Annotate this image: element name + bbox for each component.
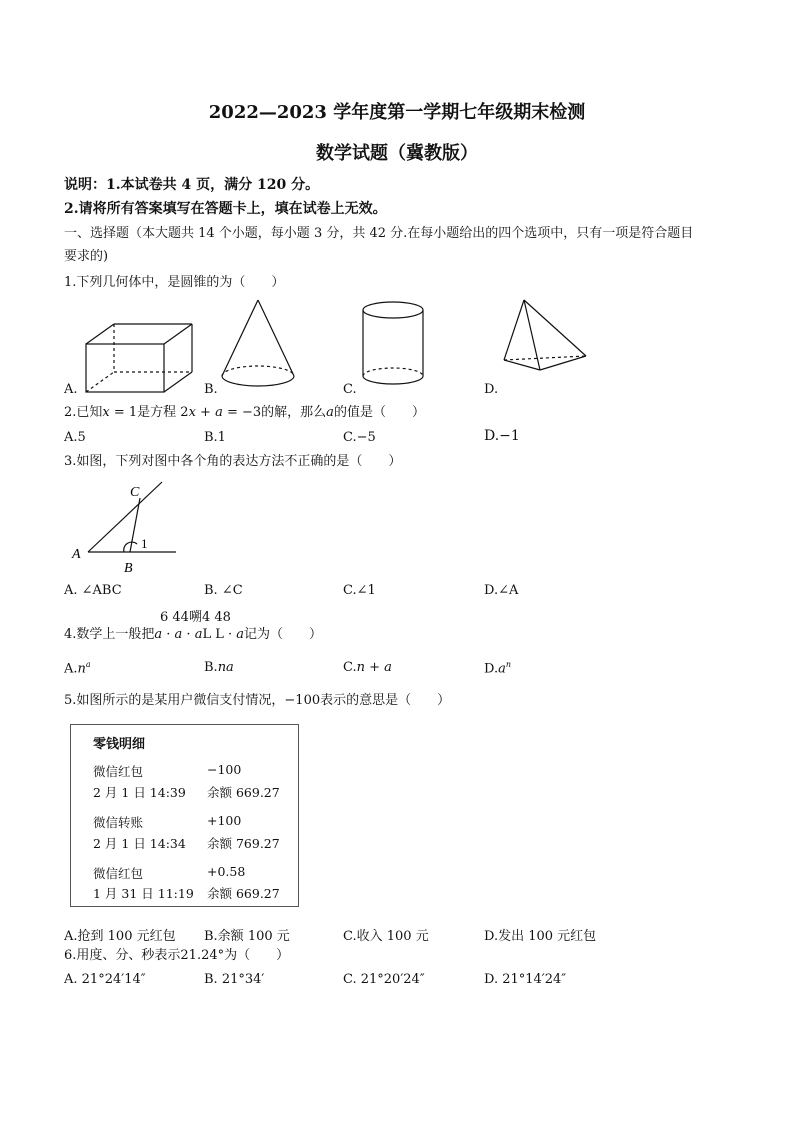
q6-option-a[interactable]: A. 21°24′14″ <box>64 972 146 987</box>
q4-overlay-text: 6 44嗍4 48 <box>160 610 231 625</box>
wallet-entry-1-amount: −100 <box>207 762 242 777</box>
wallet-entry-3-date: 1 月 31 日 11:19 <box>93 886 194 901</box>
q2-option-c[interactable]: C.−5 <box>343 430 376 445</box>
q5-stem: 5.如图所示的是某用户微信支付情况，−100表示的意思是（ ） <box>64 693 451 708</box>
q4-option-c[interactable]: C.n + a <box>343 660 392 675</box>
exam-subtitle: 数学试题（冀教版） <box>316 143 478 164</box>
wallet-entry-2-amount: +100 <box>207 813 242 828</box>
angle-figure <box>66 478 190 578</box>
wallet-entry-1-date: 2 月 1 日 14:39 <box>93 785 186 800</box>
q6-option-d[interactable]: D. 21°14′24″ <box>484 972 567 987</box>
wallet-entry-2-balance: 余额 769.27 <box>207 836 280 851</box>
q4-option-b[interactable]: B.na <box>204 660 234 675</box>
cylinder-figure <box>360 300 426 392</box>
wallet-entry-1-name: 微信红包 <box>93 764 144 779</box>
q2-option-d[interactable]: D.−1 <box>484 428 520 444</box>
wallet-detail-figure <box>70 724 299 907</box>
q5-option-a[interactable]: A.抢到 100 元红包 <box>64 929 176 944</box>
wallet-entry-2-date: 2 月 1 日 14:34 <box>93 836 186 851</box>
exam-title: 2022—2023 学年度第一学期七年级期末检测 <box>208 102 586 123</box>
q3-option-a[interactable]: A. ∠ABC <box>64 583 122 598</box>
q2-option-a[interactable]: A.5 <box>64 430 86 445</box>
cone-figure <box>218 298 298 390</box>
wallet-entry-1-balance: 余额 669.27 <box>207 785 280 800</box>
wallet-title: 零钱明细 <box>93 737 146 752</box>
q2-stem: 2.已知x = 1是方程 2x + a = −3的解，那么a的值是（ ） <box>64 405 425 420</box>
q3-option-c[interactable]: C.∠1 <box>343 583 376 598</box>
pyramid-figure <box>500 298 590 374</box>
point-c-label: C <box>130 485 140 500</box>
q2-option-b[interactable]: B.1 <box>204 430 226 445</box>
q6-stem: 6.用度、分、秒表示21.24°为（ ） <box>64 948 290 963</box>
q4-option-d[interactable]: $D.a^n$ <box>484 660 512 677</box>
wallet-entry-2-name: 微信转账 <box>93 815 144 830</box>
note-line-1: 说明：1.本试卷共 4 页，满分 120 分。 <box>64 177 320 193</box>
wallet-entry-3-name: 微信红包 <box>93 866 144 881</box>
note-line-2: 2.请将所有答案填写在答题卡上，填在试卷上无效。 <box>64 201 387 217</box>
q6-option-c[interactable]: C. 21°20′24″ <box>343 972 425 987</box>
q5-option-b[interactable]: B.余额 100 元 <box>204 929 290 944</box>
q1-option-d[interactable]: D. <box>484 382 499 397</box>
q5-option-c[interactable]: C.收入 100 元 <box>343 929 429 944</box>
point-b-label: B <box>124 561 133 576</box>
section-intro-2: 要求的) <box>64 249 109 264</box>
q6-option-b[interactable]: B. 21°34′ <box>204 972 265 987</box>
q1-option-c[interactable]: C. <box>343 382 357 397</box>
q4-stem: 4.数学上一般把a · a · aL L · a记为（ ） <box>64 627 323 642</box>
q1-option-b[interactable]: B. <box>204 382 218 397</box>
q3-option-d[interactable]: D.∠A <box>484 583 519 598</box>
q4-option-a[interactable]: $A.n^a$ <box>64 660 91 677</box>
q3-option-b[interactable]: B. ∠C <box>204 583 243 598</box>
section-intro-1: 一、选择题（本大题共 14 个小题，每小题 3 分，共 42 分.在每小题给出的四个选项中，只有一项是符合题目 <box>64 226 694 241</box>
cuboid-figure <box>84 322 196 394</box>
q1-option-a[interactable]: A. <box>64 382 78 397</box>
q3-stem: 3.如图，下列对图中各个角的表达方法不正确的是（ ） <box>64 454 402 469</box>
wallet-entry-3-balance: 余额 669.27 <box>207 886 280 901</box>
q1-stem: 1.下列几何体中，是圆锥的为（ ） <box>64 275 285 290</box>
wallet-entry-3-amount: +0.58 <box>207 864 246 879</box>
point-a-label: A <box>72 547 81 562</box>
q5-option-d[interactable]: D.发出 100 元红包 <box>484 929 597 944</box>
angle-1-label: 1 <box>141 536 148 551</box>
